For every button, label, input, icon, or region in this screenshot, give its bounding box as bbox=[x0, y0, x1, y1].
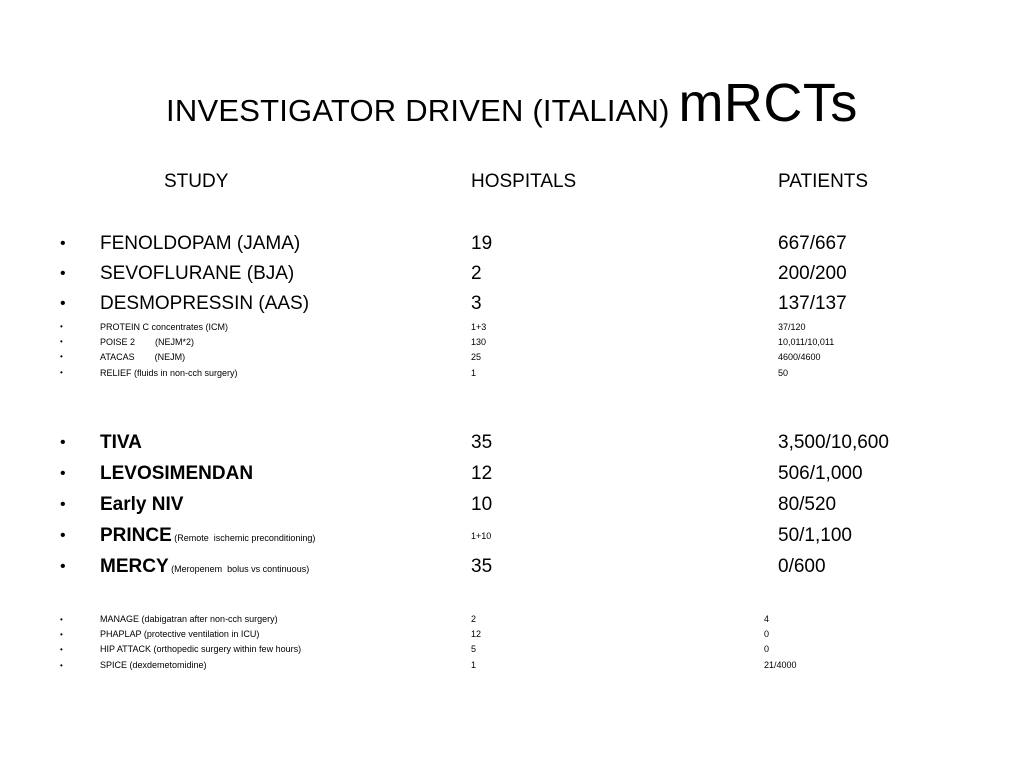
study-name: SEVOFLURANE (BJA) bbox=[100, 263, 295, 284]
hospitals-value: 2 bbox=[471, 614, 477, 624]
table-row bbox=[0, 366, 1024, 380]
bullet: • bbox=[60, 434, 66, 451]
table-row bbox=[0, 230, 1024, 258]
bullet: • bbox=[60, 645, 63, 654]
hospitals-value: 1 bbox=[471, 660, 477, 670]
patients-value: 37/120 bbox=[778, 322, 806, 332]
study-name: DESMOPRESSIN (AAS) bbox=[100, 293, 310, 314]
table-row bbox=[0, 428, 1024, 458]
table-row bbox=[0, 627, 1024, 642]
hospitals-value: 35 bbox=[471, 432, 493, 453]
study-cell bbox=[100, 552, 309, 584]
slide-title bbox=[0, 68, 1024, 152]
study-note: (Meropenem bolus vs continuous) bbox=[168, 564, 310, 574]
bullet: • bbox=[60, 368, 63, 377]
patients-value: 0/600 bbox=[778, 556, 826, 577]
header-patients: PATIENTS bbox=[778, 171, 869, 192]
header-hospitals: HOSPITALS bbox=[471, 171, 577, 192]
patients-value: 4600/4600 bbox=[778, 352, 821, 362]
hospitals-value: 12 bbox=[471, 629, 482, 639]
study-cell bbox=[100, 490, 183, 520]
bullet: • bbox=[60, 558, 66, 575]
study-name: FENOLDOPAM (JAMA) bbox=[100, 233, 301, 254]
patients-value: 137/137 bbox=[778, 293, 847, 314]
patients-value: 506/1,000 bbox=[778, 463, 863, 484]
patients-value: 80/520 bbox=[778, 494, 837, 515]
study-cell bbox=[100, 459, 253, 489]
bullet: • bbox=[60, 630, 63, 639]
bullet: • bbox=[60, 265, 66, 282]
study-name: PROTEIN C concentrates (ICM) bbox=[100, 322, 229, 332]
study-name: ATACAS (NEJM) bbox=[100, 352, 186, 362]
study-name: HIP ATTACK (orthopedic surgery within few hours) bbox=[100, 644, 302, 654]
table-row bbox=[0, 350, 1024, 364]
bullet: • bbox=[60, 496, 66, 513]
table-row bbox=[0, 642, 1024, 657]
study-name: TIVA bbox=[100, 432, 142, 453]
patients-value: 667/667 bbox=[778, 233, 847, 254]
hospitals-value: 5 bbox=[471, 644, 477, 654]
hospitals-value: 1+3 bbox=[471, 322, 487, 332]
patients-value: 50 bbox=[778, 368, 789, 378]
hospitals-value: 130 bbox=[471, 337, 487, 347]
table-row bbox=[0, 260, 1024, 288]
hospitals-value: 1+10 bbox=[471, 531, 492, 541]
hospitals-value: 12 bbox=[471, 463, 493, 484]
study-name: POISE 2 (NEJM*2) bbox=[100, 337, 195, 347]
patients-value: 21/4000 bbox=[764, 660, 797, 670]
study-name: LEVOSIMENDAN bbox=[100, 463, 254, 484]
study-name: MERCY bbox=[100, 556, 169, 577]
patients-value: 4 bbox=[764, 614, 770, 624]
study-name: PHAPLAP (protective ventilation in ICU) bbox=[100, 629, 260, 639]
study-name: RELIEF (fluids in non-cch surgery) bbox=[100, 368, 238, 378]
table-row bbox=[0, 459, 1024, 489]
hospitals-value: 25 bbox=[471, 352, 482, 362]
table-row bbox=[0, 290, 1024, 318]
hospitals-value: 2 bbox=[471, 263, 482, 284]
table-row bbox=[0, 320, 1024, 334]
bullet: • bbox=[60, 295, 66, 312]
patients-value: 0 bbox=[764, 629, 770, 639]
study-name: SPICE (dexdemetomidine) bbox=[100, 660, 207, 670]
table-row bbox=[0, 335, 1024, 349]
table-row bbox=[0, 490, 1024, 520]
patients-value: 50/1,100 bbox=[778, 525, 852, 546]
study-note: (Remote ischemic preconditioning) bbox=[171, 533, 316, 543]
bullet: • bbox=[60, 465, 66, 482]
hospitals-value: 3 bbox=[471, 293, 482, 314]
table-row bbox=[0, 552, 1024, 582]
table-row bbox=[0, 658, 1024, 673]
table-row bbox=[0, 612, 1024, 627]
bullet: • bbox=[60, 337, 63, 346]
study-name: Early NIV bbox=[100, 494, 184, 515]
bullet: • bbox=[60, 615, 63, 624]
bullet: • bbox=[60, 661, 63, 670]
hospitals-value: 1 bbox=[471, 368, 477, 378]
hospitals-value: 10 bbox=[471, 494, 493, 515]
patients-value: 0 bbox=[764, 644, 770, 654]
patients-value: 3,500/10,600 bbox=[778, 432, 889, 453]
hospitals-value: 35 bbox=[471, 556, 493, 577]
bullet: • bbox=[60, 235, 66, 252]
study-name: PRINCE bbox=[100, 525, 172, 546]
header-study: STUDY bbox=[164, 171, 229, 192]
hospitals-value: 19 bbox=[471, 233, 493, 254]
study-cell bbox=[100, 521, 315, 553]
bullet: • bbox=[60, 322, 63, 331]
title-big: mRCTs bbox=[678, 73, 858, 133]
patients-value: 200/200 bbox=[778, 263, 847, 284]
study-cell bbox=[100, 428, 142, 458]
title-main: INVESTIGATOR DRIVEN (ITALIAN) bbox=[166, 93, 679, 128]
table-row bbox=[0, 521, 1024, 551]
bullet: • bbox=[60, 352, 63, 361]
patients-value: 10,011/10,011 bbox=[778, 337, 835, 347]
bullet: • bbox=[60, 527, 66, 544]
study-name: MANAGE (dabigatran after non-cch surgery) bbox=[100, 614, 278, 624]
